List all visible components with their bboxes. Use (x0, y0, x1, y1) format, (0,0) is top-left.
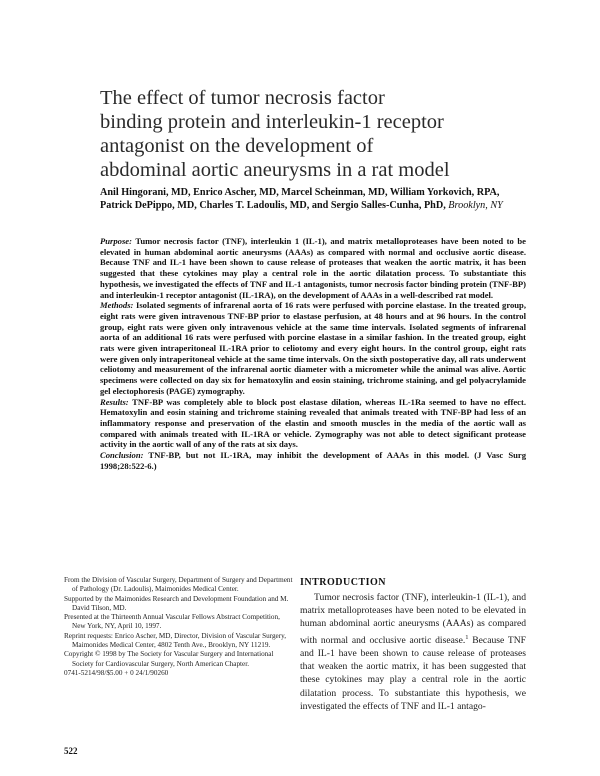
title-line-1: The effect of tumor necrosis factor (100, 87, 385, 109)
purpose-label: Purpose: (100, 236, 132, 246)
intro-text-after-ref: Because TNF and IL-1 have been shown to cause release of proteases that weaken the aortic matrix, it has been suggested that these cytokines may play a central role in the aortic dilatation process. To substantiate this hypothesis, we investigated the effects of TNF and IL-1 antago- (300, 634, 526, 712)
introduction-body (300, 591, 526, 713)
purpose-text: Tumor necrosis factor (TNF), interleukin 1 (IL-1), and matrix metalloproteases have been noted to be elevated in human abdominal aortic aneurysms (AAAs) as compared with normal and occlusive aortic disease. Because TNF and IL-1 have been shown to cause release of proteases that weaken the aortic matrix, it has been suggested that these cytokines may play a central role in the aortic dilatation process. To substantiate this hypothesis, we investigated the effects of TNF and IL-1 antagonists, tumor necrosis factor binding protein (TNF-BP) and interleukin-1 receptor antagonist (IL-1RA), on the development of AAAs in a well-described rat model. (100, 236, 526, 300)
results-label: Results: (100, 396, 129, 407)
reference-marker[interactable]: 1 (465, 633, 469, 641)
title-line-4: abdominal aortic aneurysms in a rat model (100, 159, 450, 181)
abstract-purpose (100, 236, 526, 300)
article-title (100, 86, 520, 182)
introduction-paragraph (300, 591, 526, 713)
abstract-conclusion (100, 450, 526, 471)
footnotes (64, 576, 294, 678)
title-line-3: antagonist on the development of (100, 135, 374, 157)
note-presented: Presented at the Thirteenth Annual Vascular Fellows Abstract Competition, New York, NY, April 10, 1997. (64, 613, 280, 631)
note-support: Supported by the Maimonides Research and Development Foundation and M. David Tilson, MD. (64, 594, 289, 612)
results-text: TNF-BP was completely able to block post elastase dilation, whereas IL-1Ra seemed to have no effect. Hematoxylin and eosin staining and trichrome staining revealed that animals treated with TNF-BP had less of an inflammatory response and preservation of the elastin and smooth muscles in the media of the aortic wall as compared with animals treated with IL-1RA or vehicle. Zymography was not able to detect significant protease activity in the aortic wall of any of the rats at six days. (100, 396, 526, 450)
conclusion-text: TNF-BP, but not IL-1RA, may inhibit the development of AAAs in this model. (J Vasc Surg 1998;28:522-6.) (100, 450, 526, 471)
abstract-results (100, 397, 526, 451)
methods-text: Isolated segments of infrarenal aorta of 16 rats were perfused with porcine elastase. In the treated group, eight rats were given intravenous TNF-BP prior to elastase perfusion, at 48 hours and at 96 hours. In the control group, eight rats were given only intravenous vehicle at the same time intervals. Isolated segments of infrarenal aorta of an additional 16 rats were perfused with porcine elastase in a similar fashion. In the treated group, eight rats were given intraperitoneal IL-1RA prior to celiotomy and every eight hours. In the control group, eight rats were given only intraperitoneal vehicle at the same time intervals. On the sixth postoperative day, all rats underwent celiotomy and measurement of the infrarenal aortic diameter with a micrometer while the animal was alive. Aortic specimens were collected on day six for hematoxylin and eosin staining, trichrome staining, and gel polyacrylamide gel electophoresis (PAGE) zymography. (100, 300, 526, 396)
methods-label: Methods: (100, 300, 134, 311)
note-code: 0741-5214/98/$5.00 + 0 24/1/90260 (64, 668, 169, 677)
author-names: Anil Hingorani, MD, Enrico Ascher, MD, Marcel Scheinman, MD, William Yorkovich, RPA, Patrick DePippo, MD, Charles T. Ladoulis, MD, and Sergio Salles-Cunha, PhD, (100, 187, 500, 211)
page-number: 522 (64, 746, 78, 756)
intro-text-before-ref: Tumor necrosis factor (TNF), interleukin-1 (IL-1), and matrix metalloproteases have been noted to be elevated in human abdominal aortic aneurysms (AAAs) as compared with normal and occlusive aortic disease. (300, 592, 526, 646)
abstract (100, 236, 526, 471)
author-list (100, 186, 520, 212)
conclusion-label: Conclusion: (100, 450, 144, 461)
note-copyright: Copyright © 1998 by The Society for Vascular Surgery and International Society for Cardiovascular Surgery, North American Chapter. (64, 650, 274, 668)
author-location: Brooklyn, NY (448, 200, 503, 211)
note-reprints: Reprint requests: Enrico Ascher, MD, Director, Division of Vascular Surgery, Maimonides Medical Center, 4802 Tenth Ave., Brooklyn, NY 11219. (64, 631, 287, 650)
note-affiliation: From the Division of Vascular Surgery, Department of Surgery and Department of Pathology (Dr. Ladoulis), Maimonides Medical Center. (64, 576, 293, 594)
introduction-heading: INTRODUCTION (300, 577, 387, 588)
abstract-methods (100, 300, 526, 396)
title-line-2: binding protein and interleukin-1 receptor (100, 111, 444, 133)
